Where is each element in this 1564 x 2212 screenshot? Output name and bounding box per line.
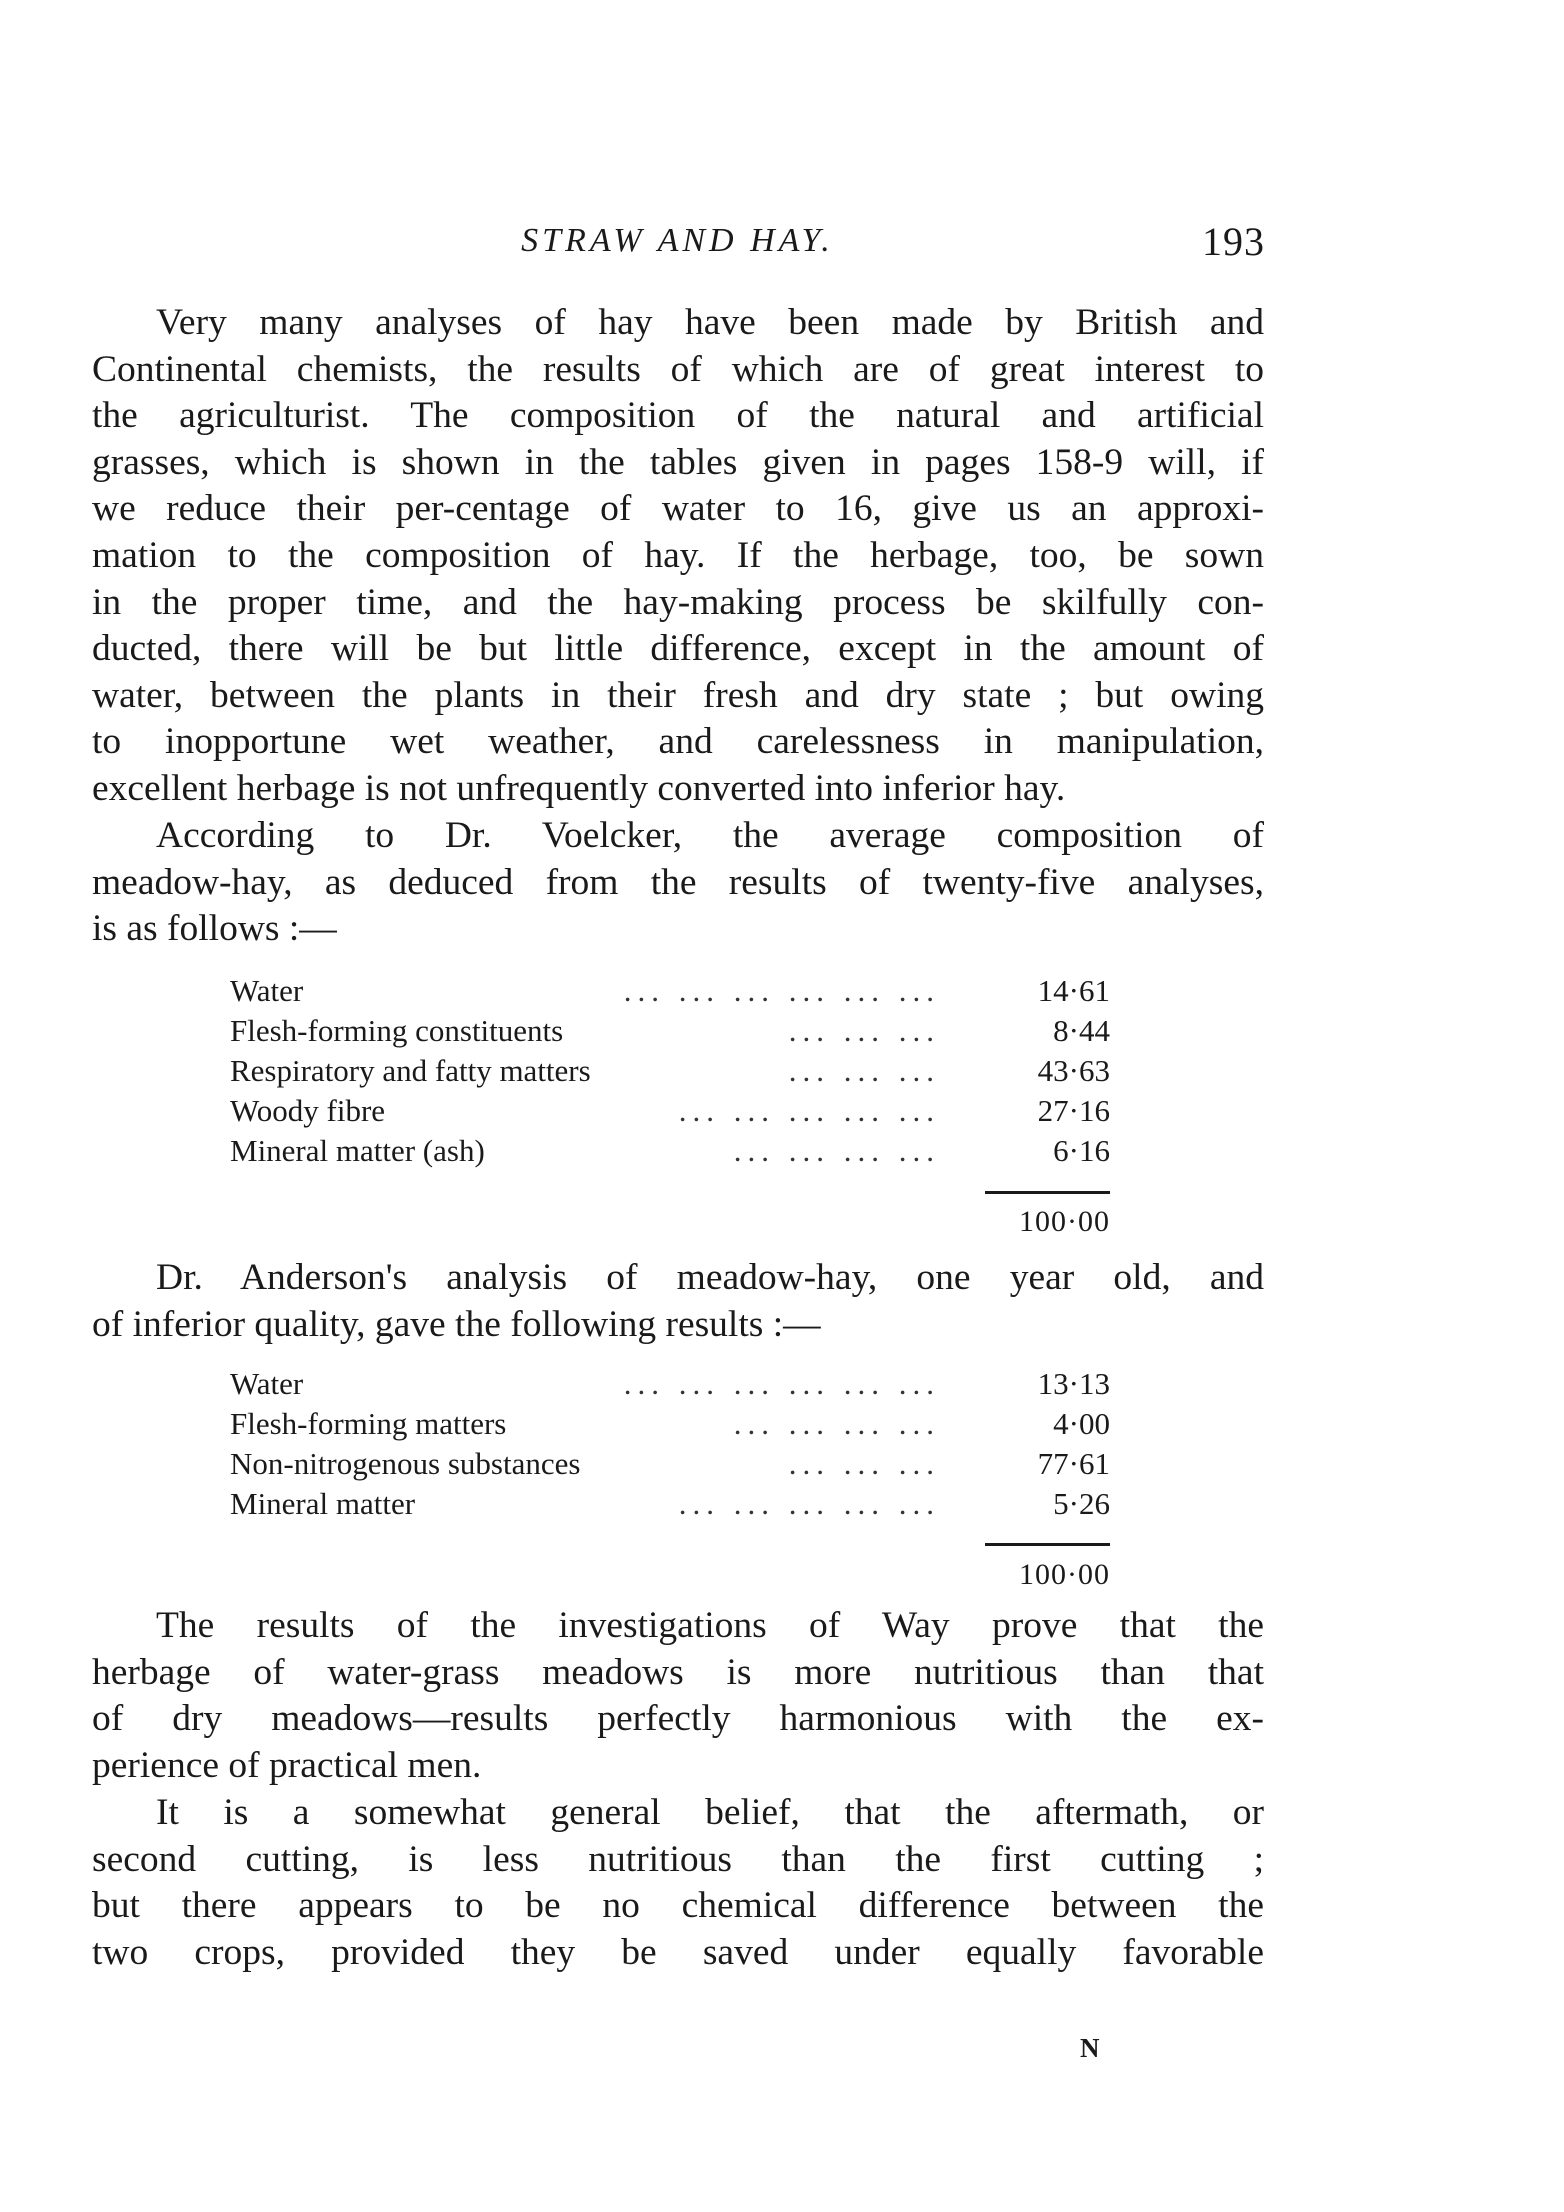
text-line: The results of the investigations of Way prove that the: [156, 1605, 1264, 1646]
text-line: herbage of water-grass meadows is more nutritious than that: [92, 1651, 1264, 1693]
row-value: 77·61: [1037, 1446, 1110, 1481]
text-line: Dr. Anderson's analysis of meadow-hay, one year old, and: [156, 1257, 1264, 1298]
text-line: is as follows :—: [92, 908, 337, 950]
row-value: 5·26: [1053, 1486, 1110, 1521]
leader-dots: ... ... ... ... ... ...: [623, 1366, 940, 1401]
running-title: STRAW AND HAY.: [521, 222, 834, 259]
sum-rule: [985, 1191, 1110, 1194]
text-line: According to Dr. Voelcker, the average composition of: [156, 815, 1264, 856]
text-line: mation to the composition of hay. If the herbage, too, be sown: [92, 534, 1264, 576]
row-value: 8·44: [1053, 1013, 1110, 1048]
table-total: 100·00: [1019, 1558, 1110, 1591]
text-line: in the proper time, and the hay-making process be skilfully con-: [92, 581, 1264, 623]
table-row: [230, 973, 1110, 1013]
text-line: Continental chemists, the results of which are of great interest to: [92, 348, 1264, 390]
table-row: [230, 1093, 1110, 1133]
text-line: but there appears to be no chemical difference between the: [92, 1885, 1264, 1927]
row-label: Non-nitrogenous substances: [230, 1446, 581, 1481]
row-label: Mineral matter (ash): [230, 1133, 485, 1168]
row-label: Water: [230, 973, 304, 1008]
leader-dots: ... ... ...: [788, 1053, 940, 1088]
text-line: excellent herbage is not unfrequently converted into inferior hay.: [92, 767, 1066, 809]
text-line: grasses, which is shown in the tables given in pages 158-9 will, if: [92, 441, 1264, 483]
table-row: [230, 1013, 1110, 1053]
text-line: water, between the plants in their fresh and dry state ; but owing: [92, 674, 1264, 716]
anderson-analysis-table: [230, 1366, 1110, 1591]
voelcker-composition-table: [230, 973, 1110, 1238]
text-line: It is a somewhat general belief, that the aftermath, or: [156, 1792, 1264, 1833]
signature-mark: N: [1080, 2033, 1100, 2063]
text-line: two crops, provided they be saved under equally favorable: [92, 1931, 1264, 1973]
leader-dots: ... ... ... ... ...: [678, 1093, 940, 1128]
table-total: 100·00: [1019, 1205, 1110, 1238]
sum-rule: [985, 1543, 1110, 1546]
text-line: meadow-hay, as deduced from the results of twenty-five analyses,: [92, 861, 1264, 903]
paragraph-anderson: [92, 1255, 1264, 1348]
paragraph-voelcker: [92, 813, 1264, 953]
running-head: [90, 218, 1265, 268]
text-line: second cutting, is less nutritious than the first cutting ;: [92, 1838, 1264, 1880]
leader-dots: ... ... ... ... ... ...: [623, 973, 940, 1008]
text-line: of inferior quality, gave the following results :—: [92, 1303, 821, 1345]
row-label: Mineral matter: [230, 1486, 416, 1521]
row-label: Flesh-forming matters: [230, 1406, 507, 1441]
leader-dots: ... ... ...: [788, 1446, 940, 1481]
leader-dots: ... ... ... ... ...: [678, 1486, 940, 1521]
text-line: to inopportune wet weather, and carelessness in manipulation,: [92, 721, 1264, 763]
text-line: ducted, there will be but little difference, except in the amount of: [92, 628, 1264, 670]
leader-dots: ... ... ... ...: [733, 1406, 940, 1441]
text-line: of dry meadows—results perfectly harmonious with the ex-: [92, 1698, 1264, 1740]
row-label: Water: [230, 1366, 304, 1401]
row-value: 13·13: [1037, 1366, 1110, 1401]
text-line: perience of practical men.: [92, 1744, 482, 1786]
text-line: the agriculturist. The composition of the natural and artificial: [92, 395, 1264, 437]
row-value: 6·16: [1053, 1133, 1110, 1168]
text-line: Very many analyses of hay have been made by British and: [156, 302, 1264, 343]
row-label: Woody fibre: [230, 1093, 386, 1128]
row-value: 4·00: [1053, 1406, 1110, 1441]
paragraph-aftermath: [92, 1790, 1264, 1976]
table-row: [230, 1133, 1110, 1173]
paragraph-hay-analyses: [92, 300, 1264, 813]
row-label: Flesh-forming constituents: [230, 1013, 564, 1048]
table-row: [230, 1446, 1110, 1486]
table-row: [230, 1053, 1110, 1093]
text-line: we reduce their per-centage of water to 16, give us an approxi-: [92, 488, 1264, 530]
page-number: 193: [1202, 219, 1265, 264]
row-label: Respiratory and fatty matters: [230, 1053, 591, 1088]
table-row: [230, 1406, 1110, 1446]
row-value: 43·63: [1037, 1053, 1110, 1088]
table-row: [230, 1486, 1110, 1526]
paragraph-way-investigations: [92, 1603, 1264, 1789]
table-row: [230, 1366, 1110, 1406]
row-value: 27·16: [1037, 1093, 1110, 1128]
row-value: 14·61: [1037, 973, 1110, 1008]
leader-dots: ... ... ... ...: [733, 1133, 940, 1168]
leader-dots: ... ... ...: [788, 1013, 940, 1048]
